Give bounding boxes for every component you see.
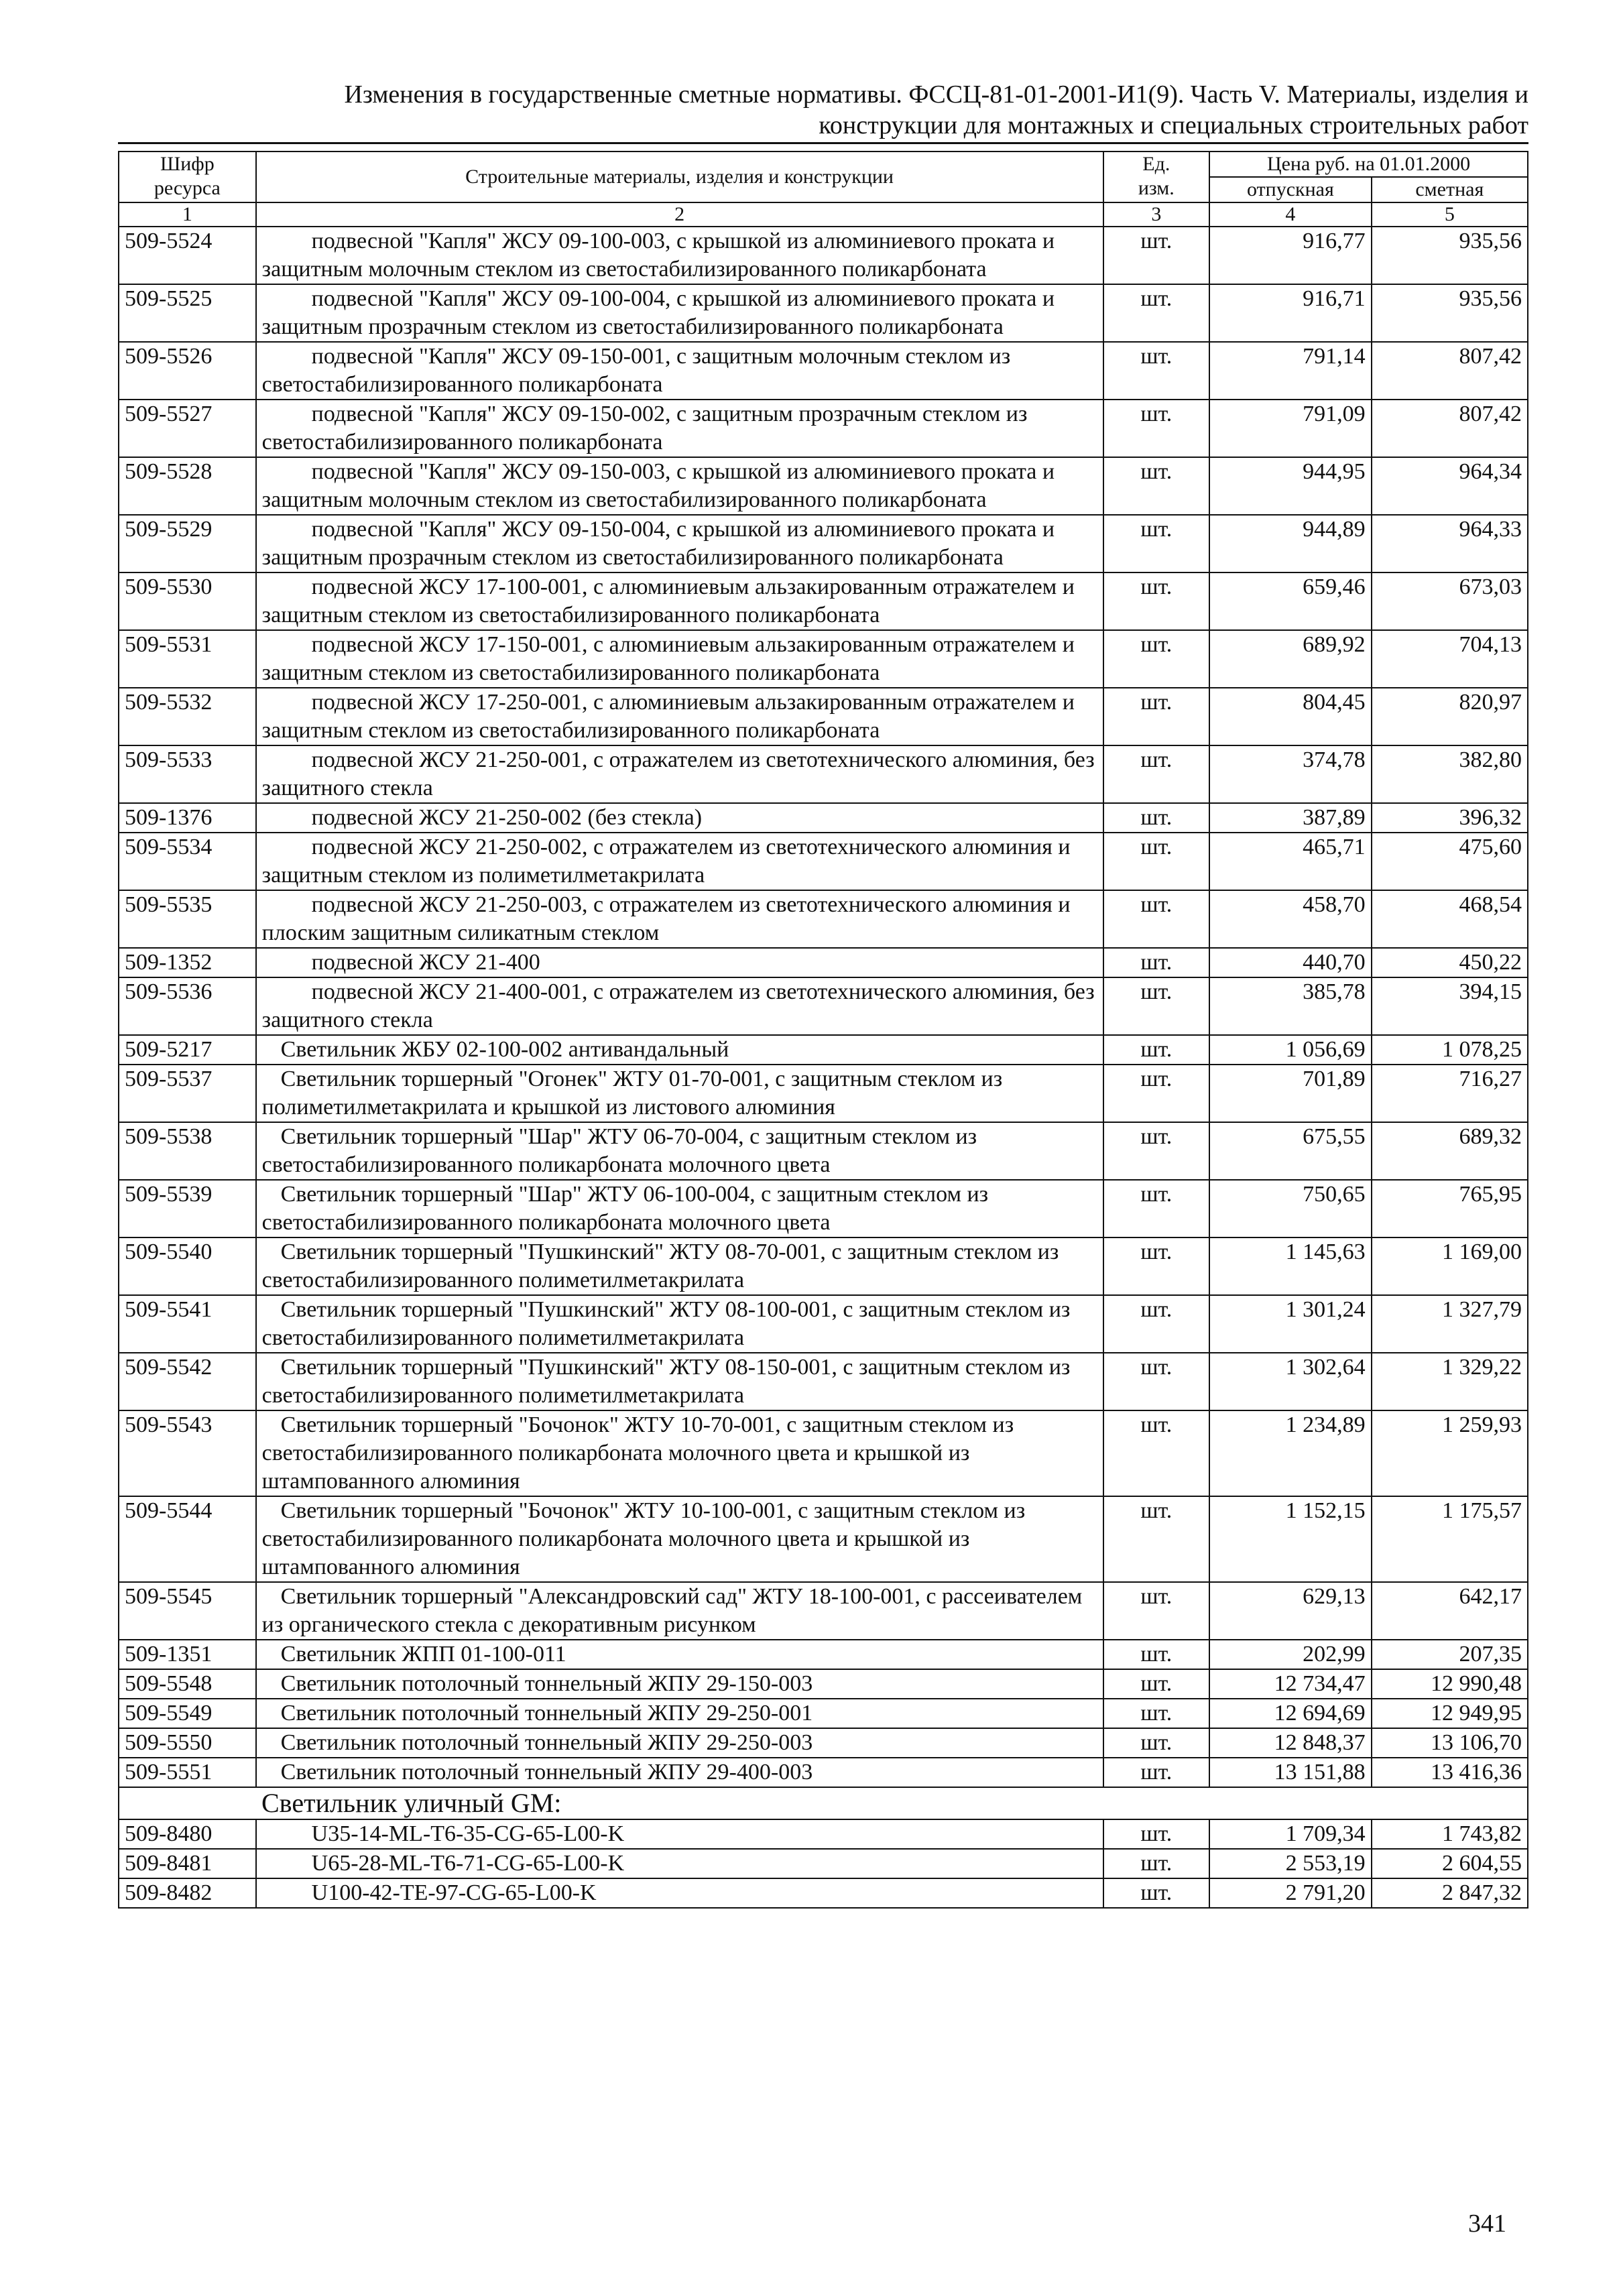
resource-code: 509-5548 — [119, 1669, 256, 1699]
price-estimate: 935,56 — [1372, 227, 1528, 284]
price-release: 202,99 — [1209, 1640, 1372, 1669]
table-row — [119, 803, 1528, 833]
resource-code: 509-5538 — [119, 1122, 256, 1180]
price-release: 916,71 — [1209, 284, 1372, 342]
unit-of-measure: шт. — [1103, 890, 1210, 948]
table-row — [119, 1237, 1528, 1295]
unit-of-measure: шт. — [1103, 572, 1210, 630]
price-estimate: 2 847,32 — [1372, 1878, 1528, 1908]
material-name: Светильник торшерный "Шар" ЖТУ 06-100-004, с защитным стеклом из светостабилизированного поликарбоната молочного цвета — [256, 1180, 1103, 1237]
price-release: 13 151,88 — [1209, 1758, 1372, 1787]
header-name: Строительные материалы, изделия и конструкции — [256, 152, 1103, 202]
price-release: 2 553,19 — [1209, 1849, 1372, 1878]
price-release: 944,89 — [1209, 515, 1372, 572]
price-estimate: 704,13 — [1372, 630, 1528, 688]
unit-of-measure: шт. — [1103, 1122, 1210, 1180]
column-number: 3 — [1103, 202, 1210, 227]
price-release: 791,14 — [1209, 342, 1372, 400]
unit-of-measure: шт. — [1103, 1582, 1210, 1640]
unit-of-measure: шт. — [1103, 948, 1210, 977]
column-number: 2 — [256, 202, 1103, 227]
header-unit-line1: Ед. — [1142, 153, 1170, 175]
material-name: U35-14-ML-T6-35-CG-65-L00-K — [256, 1819, 1103, 1849]
price-estimate: 765,95 — [1372, 1180, 1528, 1237]
table-row — [119, 1699, 1528, 1728]
material-name: Светильник ЖБУ 02-100-002 антивандальный — [256, 1035, 1103, 1065]
price-estimate: 807,42 — [1372, 400, 1528, 457]
price-release: 12 694,69 — [1209, 1699, 1372, 1728]
table-row — [119, 1582, 1528, 1640]
table-row — [119, 1819, 1528, 1849]
material-name: подвесной ЖСУ 21-250-003, с отражателем из светотехнического алюминия и плоским защитным силикатным стеклом — [256, 890, 1103, 948]
price-release: 659,46 — [1209, 572, 1372, 630]
material-name: Светильник торшерный "Пушкинский" ЖТУ 08-150-001, с защитным стеклом из светостабилизированного полиметилметакрилата — [256, 1353, 1103, 1410]
price-release: 1 709,34 — [1209, 1819, 1372, 1849]
resource-code: 509-5544 — [119, 1496, 256, 1582]
price-release: 701,89 — [1209, 1065, 1372, 1122]
column-numbers-row — [119, 202, 1528, 227]
page-number: 341 — [1468, 2210, 1506, 2238]
price-estimate: 1 259,93 — [1372, 1410, 1528, 1496]
unit-of-measure: шт. — [1103, 342, 1210, 400]
table-row — [119, 1353, 1528, 1410]
unit-of-measure: шт. — [1103, 400, 1210, 457]
price-release: 12 734,47 — [1209, 1669, 1372, 1699]
table-row — [119, 948, 1528, 977]
price-release: 1 302,64 — [1209, 1353, 1372, 1410]
header-unit-line2: изм. — [1138, 177, 1175, 199]
table-row — [119, 890, 1528, 948]
material-name: подвесной "Капля" ЖСУ 09-150-001, с защитным молочным стеклом из светостабилизированного поликарбоната — [256, 342, 1103, 400]
resource-code: 509-5539 — [119, 1180, 256, 1237]
header-line-2: конструкции для монтажных и специальных строительных работ — [819, 111, 1528, 139]
unit-of-measure: шт. — [1103, 833, 1210, 890]
table-row — [119, 1640, 1528, 1669]
price-estimate: 12 990,48 — [1372, 1669, 1528, 1699]
header-code-line2: ресурса — [154, 177, 221, 199]
resource-code: 509-5537 — [119, 1065, 256, 1122]
unit-of-measure: шт. — [1103, 1237, 1210, 1295]
resource-code: 509-5549 — [119, 1699, 256, 1728]
unit-of-measure: шт. — [1103, 1699, 1210, 1728]
table-row — [119, 1849, 1528, 1878]
price-estimate: 394,15 — [1372, 977, 1528, 1035]
table-row — [119, 457, 1528, 515]
column-number: 5 — [1372, 202, 1528, 227]
material-name: Светильник потолочный тоннельный ЖПУ 29-150-003 — [256, 1669, 1103, 1699]
column-number: 1 — [119, 202, 256, 227]
unit-of-measure: шт. — [1103, 745, 1210, 803]
header-unit — [1103, 152, 1210, 202]
price-estimate: 820,97 — [1372, 688, 1528, 745]
unit-of-measure: шт. — [1103, 1849, 1210, 1878]
resource-code: 509-5541 — [119, 1295, 256, 1353]
price-release: 629,13 — [1209, 1582, 1372, 1640]
price-estimate: 1 743,82 — [1372, 1819, 1528, 1849]
price-estimate: 468,54 — [1372, 890, 1528, 948]
price-release: 804,45 — [1209, 688, 1372, 745]
table-body — [119, 227, 1528, 1908]
unit-of-measure: шт. — [1103, 803, 1210, 833]
unit-of-measure: шт. — [1103, 977, 1210, 1035]
unit-of-measure: шт. — [1103, 630, 1210, 688]
unit-of-measure: шт. — [1103, 1758, 1210, 1787]
unit-of-measure: шт. — [1103, 1180, 1210, 1237]
price-release: 440,70 — [1209, 948, 1372, 977]
price-estimate: 13 106,70 — [1372, 1728, 1528, 1758]
material-name: Светильник потолочный тоннельный ЖПУ 29-250-001 — [256, 1699, 1103, 1728]
price-release: 1 152,15 — [1209, 1496, 1372, 1582]
resource-code: 509-5550 — [119, 1728, 256, 1758]
price-release: 12 848,37 — [1209, 1728, 1372, 1758]
table-row — [119, 572, 1528, 630]
price-estimate: 964,33 — [1372, 515, 1528, 572]
price-release: 689,92 — [1209, 630, 1372, 688]
price-estimate: 382,80 — [1372, 745, 1528, 803]
table-row — [119, 1410, 1528, 1496]
table-row — [119, 284, 1528, 342]
price-release: 458,70 — [1209, 890, 1372, 948]
unit-of-measure: шт. — [1103, 227, 1210, 284]
resource-code: 509-1351 — [119, 1640, 256, 1669]
resource-code: 509-5529 — [119, 515, 256, 572]
resource-code: 509-8480 — [119, 1819, 256, 1849]
table-row — [119, 1065, 1528, 1122]
table-row — [119, 1878, 1528, 1908]
table-row — [119, 1669, 1528, 1699]
resource-code: 509-5535 — [119, 890, 256, 948]
price-release: 1 145,63 — [1209, 1237, 1372, 1295]
price-estimate: 450,22 — [1372, 948, 1528, 977]
header-price-estimate: сметная — [1372, 177, 1528, 202]
unit-of-measure: шт. — [1103, 1065, 1210, 1122]
price-estimate: 673,03 — [1372, 572, 1528, 630]
resource-code: 509-5532 — [119, 688, 256, 745]
price-estimate: 475,60 — [1372, 833, 1528, 890]
resource-code: 509-5533 — [119, 745, 256, 803]
price-table — [118, 151, 1528, 1909]
price-release: 387,89 — [1209, 803, 1372, 833]
resource-code: 509-8481 — [119, 1849, 256, 1878]
unit-of-measure: шт. — [1103, 1640, 1210, 1669]
price-estimate: 1 169,00 — [1372, 1237, 1528, 1295]
resource-code: 509-5525 — [119, 284, 256, 342]
unit-of-measure: шт. — [1103, 1728, 1210, 1758]
material-name: подвесной "Капля" ЖСУ 09-150-003, с крышкой из алюминиевого проката и защитным молочным стеклом из светостабилизированного поликарбоната — [256, 457, 1103, 515]
material-name: Светильник торшерный "Александровский сад" ЖТУ 18-100-001, с рассеивателем из органического стекла с декоративным рисунком — [256, 1582, 1103, 1640]
table-row — [119, 1035, 1528, 1065]
unit-of-measure: шт. — [1103, 1295, 1210, 1353]
table-row — [119, 1758, 1528, 1787]
resource-code: 509-1352 — [119, 948, 256, 977]
resource-code: 509-5543 — [119, 1410, 256, 1496]
table-row — [119, 515, 1528, 572]
resource-code: 509-5551 — [119, 1758, 256, 1787]
material-name: подвесной ЖСУ 21-400-001, с отражателем из светотехнического алюминия, без защитного стекла — [256, 977, 1103, 1035]
unit-of-measure: шт. — [1103, 457, 1210, 515]
material-name: Светильник торшерный "Огонек" ЖТУ 01-70-001, с защитным стеклом из полиметилметакрилата и крышкой из листового алюминия — [256, 1065, 1103, 1122]
resource-code: 509-5526 — [119, 342, 256, 400]
table-row — [119, 977, 1528, 1035]
material-name: Светильник потолочный тоннельный ЖПУ 29-250-003 — [256, 1728, 1103, 1758]
unit-of-measure: шт. — [1103, 1819, 1210, 1849]
price-estimate: 207,35 — [1372, 1640, 1528, 1669]
price-release: 916,77 — [1209, 227, 1372, 284]
material-name: Светильник торшерный "Пушкинский" ЖТУ 08-70-001, с защитным стеклом из светостабилизированного полиметилметакрилата — [256, 1237, 1103, 1295]
material-name: подвесной ЖСУ 21-400 — [256, 948, 1103, 977]
resource-code: 509-5542 — [119, 1353, 256, 1410]
price-release: 465,71 — [1209, 833, 1372, 890]
resource-code: 509-5530 — [119, 572, 256, 630]
table-row — [119, 1122, 1528, 1180]
material-name: Светильник потолочный тоннельный ЖПУ 29-400-003 — [256, 1758, 1103, 1787]
material-name: Светильник ЖПП 01-100-011 — [256, 1640, 1103, 1669]
price-release: 750,65 — [1209, 1180, 1372, 1237]
header-code — [119, 152, 256, 202]
table-row — [119, 688, 1528, 745]
unit-of-measure: шт. — [1103, 1669, 1210, 1699]
material-name: подвесной ЖСУ 21-250-002, с отражателем из светотехнического алюминия и защитным стеклом из полиметилметакрилата — [256, 833, 1103, 890]
price-estimate: 964,34 — [1372, 457, 1528, 515]
material-name: Светильник торшерный "Пушкинский" ЖТУ 08-100-001, с защитным стеклом из светостабилизированного полиметилметакрилата — [256, 1295, 1103, 1353]
resource-code: 509-5527 — [119, 400, 256, 457]
price-estimate: 1 327,79 — [1372, 1295, 1528, 1353]
price-estimate: 2 604,55 — [1372, 1849, 1528, 1878]
material-name: подвесной "Капля" ЖСУ 09-150-004, с крышкой из алюминиевого проката и защитным прозрачным стеклом из светостабилизированного поликарбоната — [256, 515, 1103, 572]
price-estimate: 642,17 — [1372, 1582, 1528, 1640]
price-release: 944,95 — [1209, 457, 1372, 515]
material-name: подвесной ЖСУ 17-100-001, с алюминиевым альзакированным отражателем и защитным стеклом из светостабилизированного поликарбоната — [256, 572, 1103, 630]
table-row — [119, 1728, 1528, 1758]
table-row — [119, 630, 1528, 688]
header-price-release: отпускная — [1209, 177, 1372, 202]
price-estimate: 1 078,25 — [1372, 1035, 1528, 1065]
unit-of-measure: шт. — [1103, 515, 1210, 572]
price-estimate: 1 175,57 — [1372, 1496, 1528, 1582]
price-release: 675,55 — [1209, 1122, 1372, 1180]
price-release: 374,78 — [1209, 745, 1372, 803]
resource-code: 509-5545 — [119, 1582, 256, 1640]
unit-of-measure: шт. — [1103, 1496, 1210, 1582]
material-name: подвесной "Капля" ЖСУ 09-150-002, с защитным прозрачным стеклом из светостабилизированного поликарбоната — [256, 400, 1103, 457]
material-name: подвесной "Капля" ЖСУ 09-100-004, с крышкой из алюминиевого проката и защитным прозрачным стеклом из светостабилизированного поликарбоната — [256, 284, 1103, 342]
header-rule — [118, 142, 1528, 144]
material-name: U65-28-ML-T6-71-CG-65-L00-K — [256, 1849, 1103, 1878]
material-name: подвесной ЖСУ 21-250-001, с отражателем из светотехнического алюминия, без защитного стекла — [256, 745, 1103, 803]
price-release: 2 791,20 — [1209, 1878, 1372, 1908]
table-row — [119, 745, 1528, 803]
resource-code: 509-5534 — [119, 833, 256, 890]
price-release: 1 056,69 — [1209, 1035, 1372, 1065]
column-number: 4 — [1209, 202, 1372, 227]
table-row — [119, 400, 1528, 457]
unit-of-measure: шт. — [1103, 1353, 1210, 1410]
material-name: Светильник торшерный "Шар" ЖТУ 06-70-004, с защитным стеклом из светостабилизированного поликарбоната молочного цвета — [256, 1122, 1103, 1180]
material-name: подвесной ЖСУ 21-250-002 (без стекла) — [256, 803, 1103, 833]
price-estimate: 689,32 — [1372, 1122, 1528, 1180]
unit-of-measure: шт. — [1103, 688, 1210, 745]
group-title: Светильник уличный GM: — [119, 1787, 1528, 1819]
unit-of-measure: шт. — [1103, 1410, 1210, 1496]
material-name: Светильник торшерный "Бочонок" ЖТУ 10-100-001, с защитным стеклом из светостабилизированного поликарбоната молочного цвета и крышкой из штампованного алюминия — [256, 1496, 1103, 1582]
group-title-row — [119, 1787, 1528, 1819]
header-code-line1: Шифр — [160, 153, 215, 175]
resource-code: 509-5217 — [119, 1035, 256, 1065]
material-name: U100-42-TE-97-CG-65-L00-K — [256, 1878, 1103, 1908]
resource-code: 509-5536 — [119, 977, 256, 1035]
price-estimate: 13 416,36 — [1372, 1758, 1528, 1787]
price-release: 385,78 — [1209, 977, 1372, 1035]
unit-of-measure: шт. — [1103, 1878, 1210, 1908]
price-estimate: 935,56 — [1372, 284, 1528, 342]
price-estimate: 396,32 — [1372, 803, 1528, 833]
price-estimate: 807,42 — [1372, 342, 1528, 400]
resource-code: 509-8482 — [119, 1878, 256, 1908]
table-row — [119, 1295, 1528, 1353]
resource-code: 509-1376 — [119, 803, 256, 833]
table-row — [119, 227, 1528, 284]
price-estimate: 1 329,22 — [1372, 1353, 1528, 1410]
material-name: подвесной "Капля" ЖСУ 09-100-003, с крышкой из алюминиевого проката и защитным молочным стеклом из светостабилизированного поликарбоната — [256, 227, 1103, 284]
price-release: 1 301,24 — [1209, 1295, 1372, 1353]
table-row — [119, 1180, 1528, 1237]
resource-code: 509-5540 — [119, 1237, 256, 1295]
header-line-1: Изменения в государственные сметные нормативы. ФССЦ-81-01-2001-И1(9). Часть V. Материалы, изделия и — [344, 80, 1528, 109]
price-release: 791,09 — [1209, 400, 1372, 457]
table-row — [119, 833, 1528, 890]
unit-of-measure: шт. — [1103, 284, 1210, 342]
resource-code: 509-5528 — [119, 457, 256, 515]
table-row — [119, 342, 1528, 400]
resource-code: 509-5531 — [119, 630, 256, 688]
resource-code: 509-5524 — [119, 227, 256, 284]
unit-of-measure: шт. — [1103, 1035, 1210, 1065]
price-estimate: 716,27 — [1372, 1065, 1528, 1122]
material-name: подвесной ЖСУ 17-250-001, с алюминиевым альзакированным отражателем и защитным стеклом из светостабилизированного поликарбоната — [256, 688, 1103, 745]
price-release: 1 234,89 — [1209, 1410, 1372, 1496]
header-price: Цена руб. на 01.01.2000 — [1209, 152, 1528, 177]
page-header — [118, 79, 1528, 144]
price-estimate: 12 949,95 — [1372, 1699, 1528, 1728]
material-name: подвесной ЖСУ 17-150-001, с алюминиевым альзакированным отражателем и защитным стеклом из светостабилизированного поликарбоната — [256, 630, 1103, 688]
material-name: Светильник торшерный "Бочонок" ЖТУ 10-70-001, с защитным стеклом из светостабилизированного поликарбоната молочного цвета и крышкой из штампованного алюминия — [256, 1410, 1103, 1496]
table-row — [119, 1496, 1528, 1582]
